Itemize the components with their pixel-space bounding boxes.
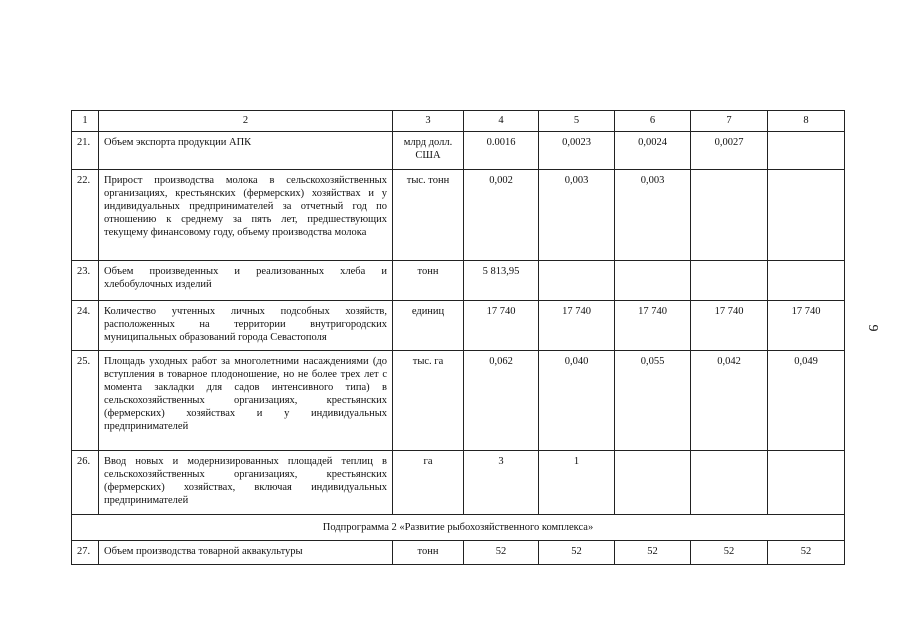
value-cell: 0,042 (691, 351, 768, 451)
unit-cell: тыс. тонн (393, 170, 464, 261)
value-cell: 17 740 (539, 301, 615, 351)
unit-cell: тыс. га (393, 351, 464, 451)
unit-cell: единиц (393, 301, 464, 351)
indicator-name: Объем произведенных и реализованных хлеба и хлебобулочных изделий (99, 261, 393, 301)
indicator-name: Площадь уходных работ за многолетними насаждениями (до вступления в товарное плодоношение, но не более трех лет с момента закладки для садов интенсивного типа) в сельскохозяйственных организациях, крестьянских (фермерских) хозяйствах и у индивидуальных предпринимателей (99, 351, 393, 451)
row-number: 26. (72, 451, 99, 515)
header-cell: 4 (464, 111, 539, 132)
row-number: 23. (72, 261, 99, 301)
header-cell: 5 (539, 111, 615, 132)
value-cell (539, 261, 615, 301)
indicator-name: Количество учтенных личных подсобных хозяйств, расположенных на территории внутригородских муниципальных образований города Севастополя (99, 301, 393, 351)
value-cell: 52 (768, 541, 845, 565)
row-number: 21. (72, 132, 99, 170)
value-cell: 17 740 (464, 301, 539, 351)
indicator-name: Объем производства товарной аквакультуры (99, 541, 393, 565)
header-row (72, 111, 845, 132)
value-cell: 0,002 (464, 170, 539, 261)
value-cell: 17 740 (768, 301, 845, 351)
table-row (72, 301, 845, 351)
value-cell: 0,003 (539, 170, 615, 261)
value-cell (691, 170, 768, 261)
value-cell (615, 261, 691, 301)
value-cell: 3 (464, 451, 539, 515)
indicator-name: Прирост производства молока в сельскохозяйственных организациях, крестьянских (фермерских) хозяйствах и у индивидуальных предпринимателей за отчетный год по отношению к среднему за пять лет, предшествующих текущему финансовому году, объему производства молока (99, 170, 393, 261)
unit-cell: тонн (393, 541, 464, 565)
value-cell: 52 (539, 541, 615, 565)
indicator-name: Ввод новых и модернизированных площадей теплиц в сельскохозяйственных организациях, крестьянских (фермерских) хозяйствах, включая индивидуальных предпринимателей (99, 451, 393, 515)
value-cell: 0,055 (615, 351, 691, 451)
value-cell (691, 261, 768, 301)
value-cell (768, 170, 845, 261)
row-number: 27. (72, 541, 99, 565)
value-cell (691, 451, 768, 515)
subprogram-row (72, 515, 845, 541)
value-cell (768, 132, 845, 170)
value-cell (615, 451, 691, 515)
table-row (72, 132, 845, 170)
unit-cell: тонн (393, 261, 464, 301)
value-cell: 0,040 (539, 351, 615, 451)
value-cell: 0,049 (768, 351, 845, 451)
value-cell: 0,0023 (539, 132, 615, 170)
header-cell: 2 (99, 111, 393, 132)
header-cell: 7 (691, 111, 768, 132)
value-cell: 5 813,95 (464, 261, 539, 301)
value-cell: 17 740 (691, 301, 768, 351)
value-cell: 0,003 (615, 170, 691, 261)
value-cell: 52 (691, 541, 768, 565)
row-number: 24. (72, 301, 99, 351)
value-cell: 0,0027 (691, 132, 768, 170)
header-cell: 1 (72, 111, 99, 132)
value-cell: 52 (615, 541, 691, 565)
header-cell: 3 (393, 111, 464, 132)
value-cell (768, 261, 845, 301)
table-row (72, 261, 845, 301)
indicator-name: Объем экспорта продукции АПК (99, 132, 393, 170)
value-cell: 0,062 (464, 351, 539, 451)
row-number: 25. (72, 351, 99, 451)
table-row (72, 451, 845, 515)
unit-cell: млрд долл. США (393, 132, 464, 170)
value-cell: 17 740 (615, 301, 691, 351)
table-row (72, 170, 845, 261)
header-cell: 6 (615, 111, 691, 132)
subprogram-title: Подпрограмма 2 «Развитие рыбохозяйственного комплекса» (72, 515, 845, 541)
value-cell: 0.0016 (464, 132, 539, 170)
table-row (72, 541, 845, 565)
header-cell: 8 (768, 111, 845, 132)
indicators-table (71, 110, 845, 565)
value-cell (768, 451, 845, 515)
page-number: 9 (865, 324, 880, 332)
row-number: 22. (72, 170, 99, 261)
value-cell: 0,0024 (615, 132, 691, 170)
value-cell: 52 (464, 541, 539, 565)
unit-cell: га (393, 451, 464, 515)
table-row (72, 351, 845, 451)
value-cell: 1 (539, 451, 615, 515)
